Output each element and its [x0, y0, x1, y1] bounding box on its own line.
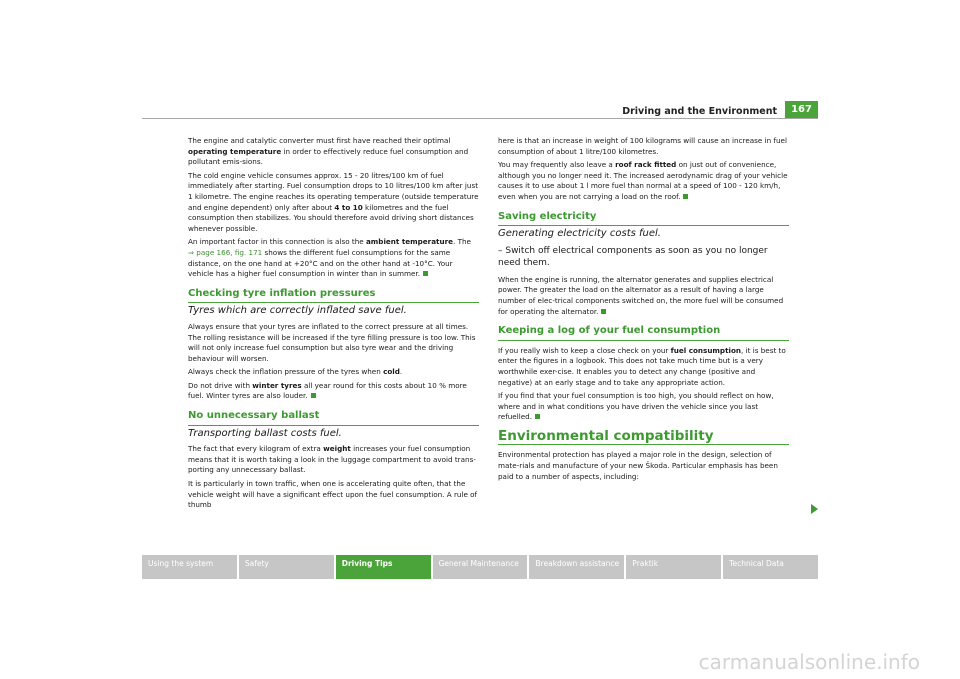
- end-mark-icon: [683, 194, 688, 199]
- section-subtitle: Transporting ballast costs fuel.: [188, 427, 342, 439]
- paragraph: Always check the inflation pressure of the tyres when cold.: [188, 367, 403, 377]
- end-mark-icon: [311, 393, 316, 398]
- section-heading-fuel-log: Keeping a log of your fuel consumption: [498, 326, 789, 341]
- end-mark-icon: [535, 414, 540, 419]
- bottom-nav: [142, 555, 818, 579]
- section-heading-ballast: No unnecessary ballast: [188, 411, 479, 426]
- paragraph: If you really wish to keep a close check on your fuel consumption, it is best to enter the figures in a logbook. This does not take much time but is a very worthwhile exer-cise. It enables you to detect any change (positive and negative) at an early stage and to take any appropriate action.: [498, 345, 786, 387]
- nav-tab-using-the-system[interactable]: Using the system: [142, 555, 237, 579]
- nav-tab-praktik[interactable]: Praktik: [626, 555, 721, 579]
- section-subtitle: Tyres which are correctly inflated save fuel.: [188, 305, 407, 317]
- right-column: [498, 136, 789, 485]
- header-rule: [142, 118, 818, 119]
- paragraph: The engine and catalytic converter must first have reached their optimal operating temperature in order to effectively reduce fuel consumption and pollutant emis-sions.: [188, 136, 469, 167]
- left-column: [188, 136, 479, 514]
- paragraph: here is that an increase in weight of 100 kilograms will cause an increase in fuel consumption of about 1 litre/100 kilometres.: [498, 136, 787, 156]
- page-number: 167: [785, 101, 818, 119]
- paragraph: When the engine is running, the alternator generates and supplies electrical power. The greater the load on the alternator as a result of having a large number of elec-trical components switched on, the more fuel will be consumed for operating the alternator.: [498, 274, 784, 316]
- paragraph: Always ensure that your tyres are inflated to the correct pressure at all times. The rolling resistance will be increased if the tyre filling pressure is too low. This will not only increase fuel consumption but also tyre wear and the driving behaviour will worsen.: [188, 321, 476, 363]
- paragraph: If you find that your fuel consumption is too high, you should reflect on how, where and in what conditions you have driven the vehicle since you last refuelled.: [498, 391, 774, 422]
- end-mark-icon: [423, 271, 428, 276]
- nav-tab-breakdown-assistance[interactable]: Breakdown assistance: [529, 555, 624, 579]
- paragraph: Environmental protection has played a major role in the design, selection of mate-rials and manufacture of your new Škoda. Particular emphasis has been paid to a number of aspects, including:: [498, 450, 778, 481]
- watermark: carmanualsonline.info: [698, 650, 920, 674]
- paragraph: It is particularly in town traffic, when one is accelerating quite often, that the vehicle weight will have a significant effect upon the fuel consumption. A rule of thumb: [188, 479, 478, 510]
- section-subtitle: Generating electricity costs fuel.: [498, 228, 661, 240]
- paragraph: Do not drive with winter tyres all year round for this costs about 10 % more fuel. Winter tyres are also louder.: [188, 380, 467, 401]
- cross-reference-link[interactable]: ⇒ page 166, fig. 171: [188, 247, 263, 257]
- nav-tab-safety[interactable]: Safety: [239, 555, 334, 579]
- nav-tab-driving-tips[interactable]: Driving Tips: [336, 555, 431, 579]
- end-mark-icon: [601, 309, 606, 314]
- nav-tab-technical-data[interactable]: Technical Data: [723, 555, 818, 579]
- nav-tab-general-maintenance[interactable]: General Maintenance: [433, 555, 528, 579]
- paragraph: The fact that every kilogram of extra weight increases your fuel consumption means that it is worth taking a look in the luggage compartment to avoid trans-porting any unnecessary ballast.: [188, 444, 476, 475]
- section-heading-environment: Environmental compatibility: [498, 431, 789, 446]
- paragraph: An important factor in this connection is also the ambient temperature. The ⇒ page 166, fig. 171 shows the different fuel consumptions for the same distance, on the one hand at +20°C and on the other hand at -10°C. Your vehicle has a higher fuel consumption in winter than in summer.: [188, 237, 471, 279]
- section-heading-electricity: Saving electricity: [498, 212, 789, 227]
- paragraph: You may frequently also leave a roof rack fitted on just out of convenience, although you no longer need it. The increased aerodynamic drag of your vehicle causes it to use about 1 l more fuel than normal at a speed of 100 - 120 km/h, even when you are not carrying a load on the roof.: [498, 160, 788, 201]
- next-page-arrow-icon[interactable]: [811, 504, 818, 514]
- paragraph: The cold engine vehicle consumes approx. 15 - 20 litres/100 km of fuel immediately after starting. Fuel consumption drops to 10 litres/100 km after just 1 kilometre. The engine reaches its operating temperature (outside temperature and engine dependent) only after about 4 to 10 kilometres and the fuel consumption then stabilizes. You should therefore avoid driving short distances whenever possible.: [188, 170, 479, 233]
- section-heading-tyre-pressure: Checking tyre inflation pressures: [188, 289, 479, 304]
- header-title: Driving and the Environment: [622, 106, 777, 117]
- instruction-step: – Switch off electrical components as soon as you no longer need them.: [498, 245, 768, 268]
